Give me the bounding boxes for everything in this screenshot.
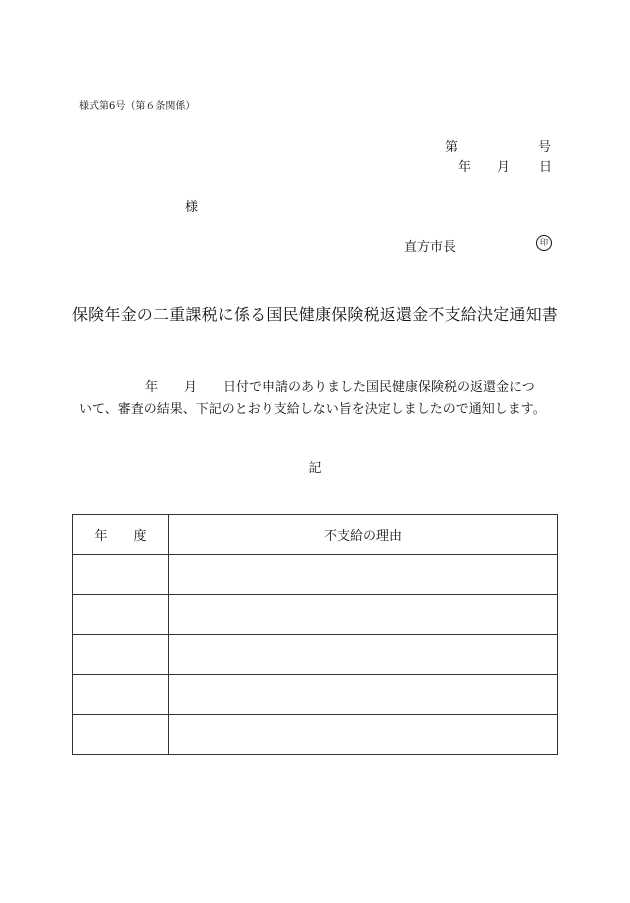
body-line-1-text: 日付で申請のありました国民健康保険税の返還金につ (223, 380, 535, 395)
addressee-honorific: 様 (185, 200, 199, 215)
seal-mark: 印 (536, 235, 552, 251)
table-row (73, 595, 558, 635)
cell-fiscal-year (73, 635, 169, 675)
cell-fiscal-year (73, 555, 169, 595)
document-title: 保険年金の二重課税に係る国民健康保険税返還金不支給決定通知書 (71, 305, 558, 324)
table-row (73, 555, 558, 595)
cell-reason (169, 595, 558, 635)
date-month-unit: 月 (497, 160, 511, 175)
issuer-name: 直方市長 (404, 240, 457, 255)
cell-reason (169, 635, 558, 675)
body-line-1 (79, 376, 535, 395)
header-reason: 不支給の理由 (169, 515, 558, 555)
table-header-row (73, 515, 558, 555)
issue-number-suffix: 号 (538, 140, 552, 155)
issue-number-prefix: 第 (445, 140, 459, 155)
table-row (73, 675, 558, 715)
table-row (73, 635, 558, 675)
date-year-unit: 年 (458, 160, 472, 175)
cell-reason (169, 715, 558, 755)
reason-table (72, 514, 558, 755)
header-fiscal-year: 年 度 (73, 515, 169, 555)
cell-fiscal-year (73, 715, 169, 755)
cell-fiscal-year (73, 595, 169, 635)
ki-heading: 記 (308, 461, 322, 476)
body-line-2: いて、審査の結果、下記のとおり支給しない旨を決定しましたので通知します。 (79, 402, 546, 417)
cell-reason (169, 675, 558, 715)
form-number: 様式第6号（第６条関係） (79, 101, 196, 112)
cell-fiscal-year (73, 675, 169, 715)
cell-reason (169, 555, 558, 595)
table-row (73, 715, 558, 755)
body-month-unit: 月 (184, 380, 198, 395)
date-day-unit: 日 (539, 160, 553, 175)
body-year-unit: 年 (145, 380, 159, 395)
